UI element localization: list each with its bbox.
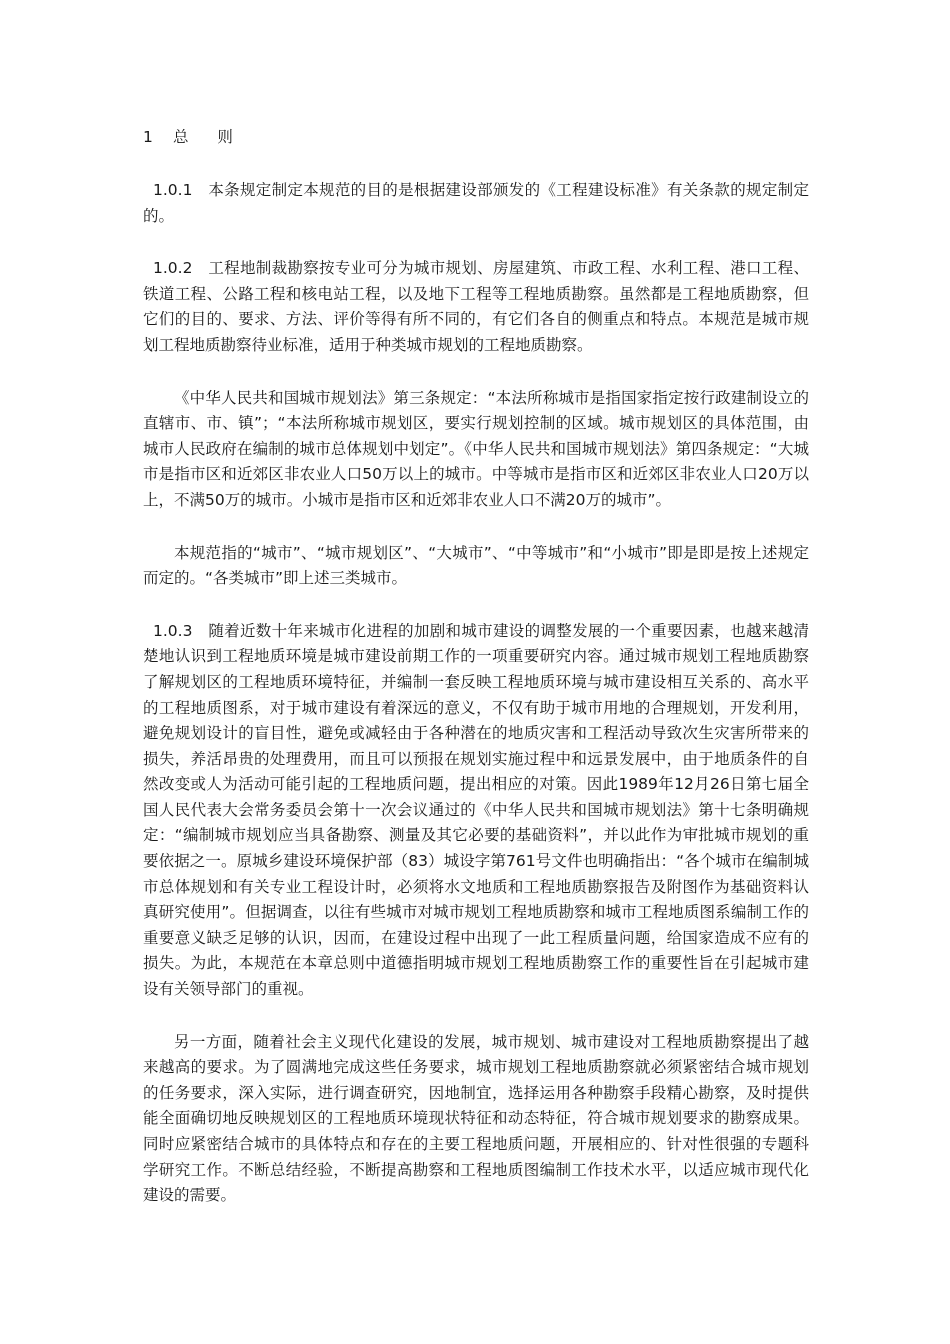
clause-number: 1.0.3 [153,621,193,640]
clause-text: 本条规定制定本规范的目的是根据建设部颁发的《工程建设标准》有关条款的规定制定的。 [143,181,809,225]
clause-1-0-2 [143,256,809,358]
document-body [143,125,809,1236]
clause-1-0-1 [143,178,809,229]
clause-text: 随着近数十年来城市化进程的加剧和城市建设的调整发展的一个重要因素，也越来越清楚地认识到工程地质环境是城市建设前期工作的一项重要研究内容。通过城市规划工程地质勘察了解规划区的工程地质环境特征，并编制一套反映工程地质环境与城市建设相互关系的、高水平的工程地质图系，对于城市建设有着深远的意义，不仅有助于城市用地的合理规划，开发利用，避免规划设计的盲目性，避免或减轻由于各种潜在的地质灾害和工程活动导致次生灾害所带来的损失，养活昂贵的处理费用，而且可以预报在规划实施过程中和远景发展中，由于地质条件的自然改变或人为活动可能引起的工程地质问题，提出相应的对策。因此1989年12月26日第七届全国人民代表大会常务委员会第十一次会议通过的《中华人民共和国城市规划法》第十七条明确规定：“编制城市规划应当具备勘察、测量及其它必要的基础资料”，并以此作为审批城市规划的重要依据之一。原城乡建设环境保护部（83）城设字第761号文件也明确指出：“各个城市在编制城市总体规划和有关专业工程设计时，必须将水文地质和工程地质勘察报告及附图作为基础资料认真研究使用”。但据调查，以往有些城市对城市规划工程地质勘察和城市工程地质图系编制工作的重要意义缺乏足够的认识，因而，在建设过程中出现了一此工程质量问题，给国家造成不应有的损失。为此，本规范在本章总则中道德指明城市规划工程地质勘察工作的重要性旨在引起城市建设有关领导部门的重视。 [143,621,809,999]
section-title: 总 则 [173,128,245,146]
paragraph-requirements: 另一方面，随着社会主义现代化建设的发展，城市规划、城市建设对工程地质勘察提出了越来越高的要求。为了圆满地完成这些任务要求，城市规划工程地质勘察就必须紧密结合城市规划的任务要求，深入实际，进行调查研究，因地制宜，选择运用各种勘察手段精心勘察，及时提供能全面确切地反映规划区的工程地质环境现状特征和动态特征，符合城市规划要求的勘察成果。同时应紧密结合城市的具体特点和存在的主要工程地质问题，开展相应的、针对性很强的专题科学研究工作。不断总结经验，不断提高勘察和工程地质图编制工作技术水平，以适应城市现代化建设的需要。 [143,1032,809,1205]
paragraph-city-definition: 《中华人民共和国城市规划法》第三条规定：“本法所称城市是指国家指定按行政建制设立的直辖市、市、镇”；“本法所称城市规划区，要实行规划控制的区域。城市规划区的具体范围，由城市人民政府在编制的城市总体规划中划定”。《中华人民共和国城市规划法》第四条规定：“大城市是指市区和近郊区非农业人口50万以上的城市。中等城市是指市区和近郊区非农业人口20万以上，不满50万的城市。小城市是指市区和近郊非农业人口不满20万的城市”。 [143,388,809,509]
clause-text: 工程地制裁勘察按专业可分为城市规划、房屋建筑、市政工程、水利工程、港口工程、铁道工程、公路工程和核电站工程，以及地下工程等工程地质勘察。虽然都是工程地质勘察，但它们的目的、要求、方法、评价等得有所不同的，有它们各自的侧重点和特点。本规范是城市规划工程地质勘察待业标准，适用于种类城市规划的工程地质勘察。 [143,259,809,354]
clause-1-0-3 [143,619,809,1003]
section-heading [143,125,809,149]
clause-number: 1.0.2 [153,259,193,278]
paragraph-city-scope: 本规范指的“城市”、“城市规划区”、“大城市”、“中等城市”和“小城市”即是即是按上述规定而定的。“各类城市”即上述三类城市。 [143,543,809,588]
clause-number: 1.0.1 [153,181,193,199]
section-number: 1 [143,128,154,146]
